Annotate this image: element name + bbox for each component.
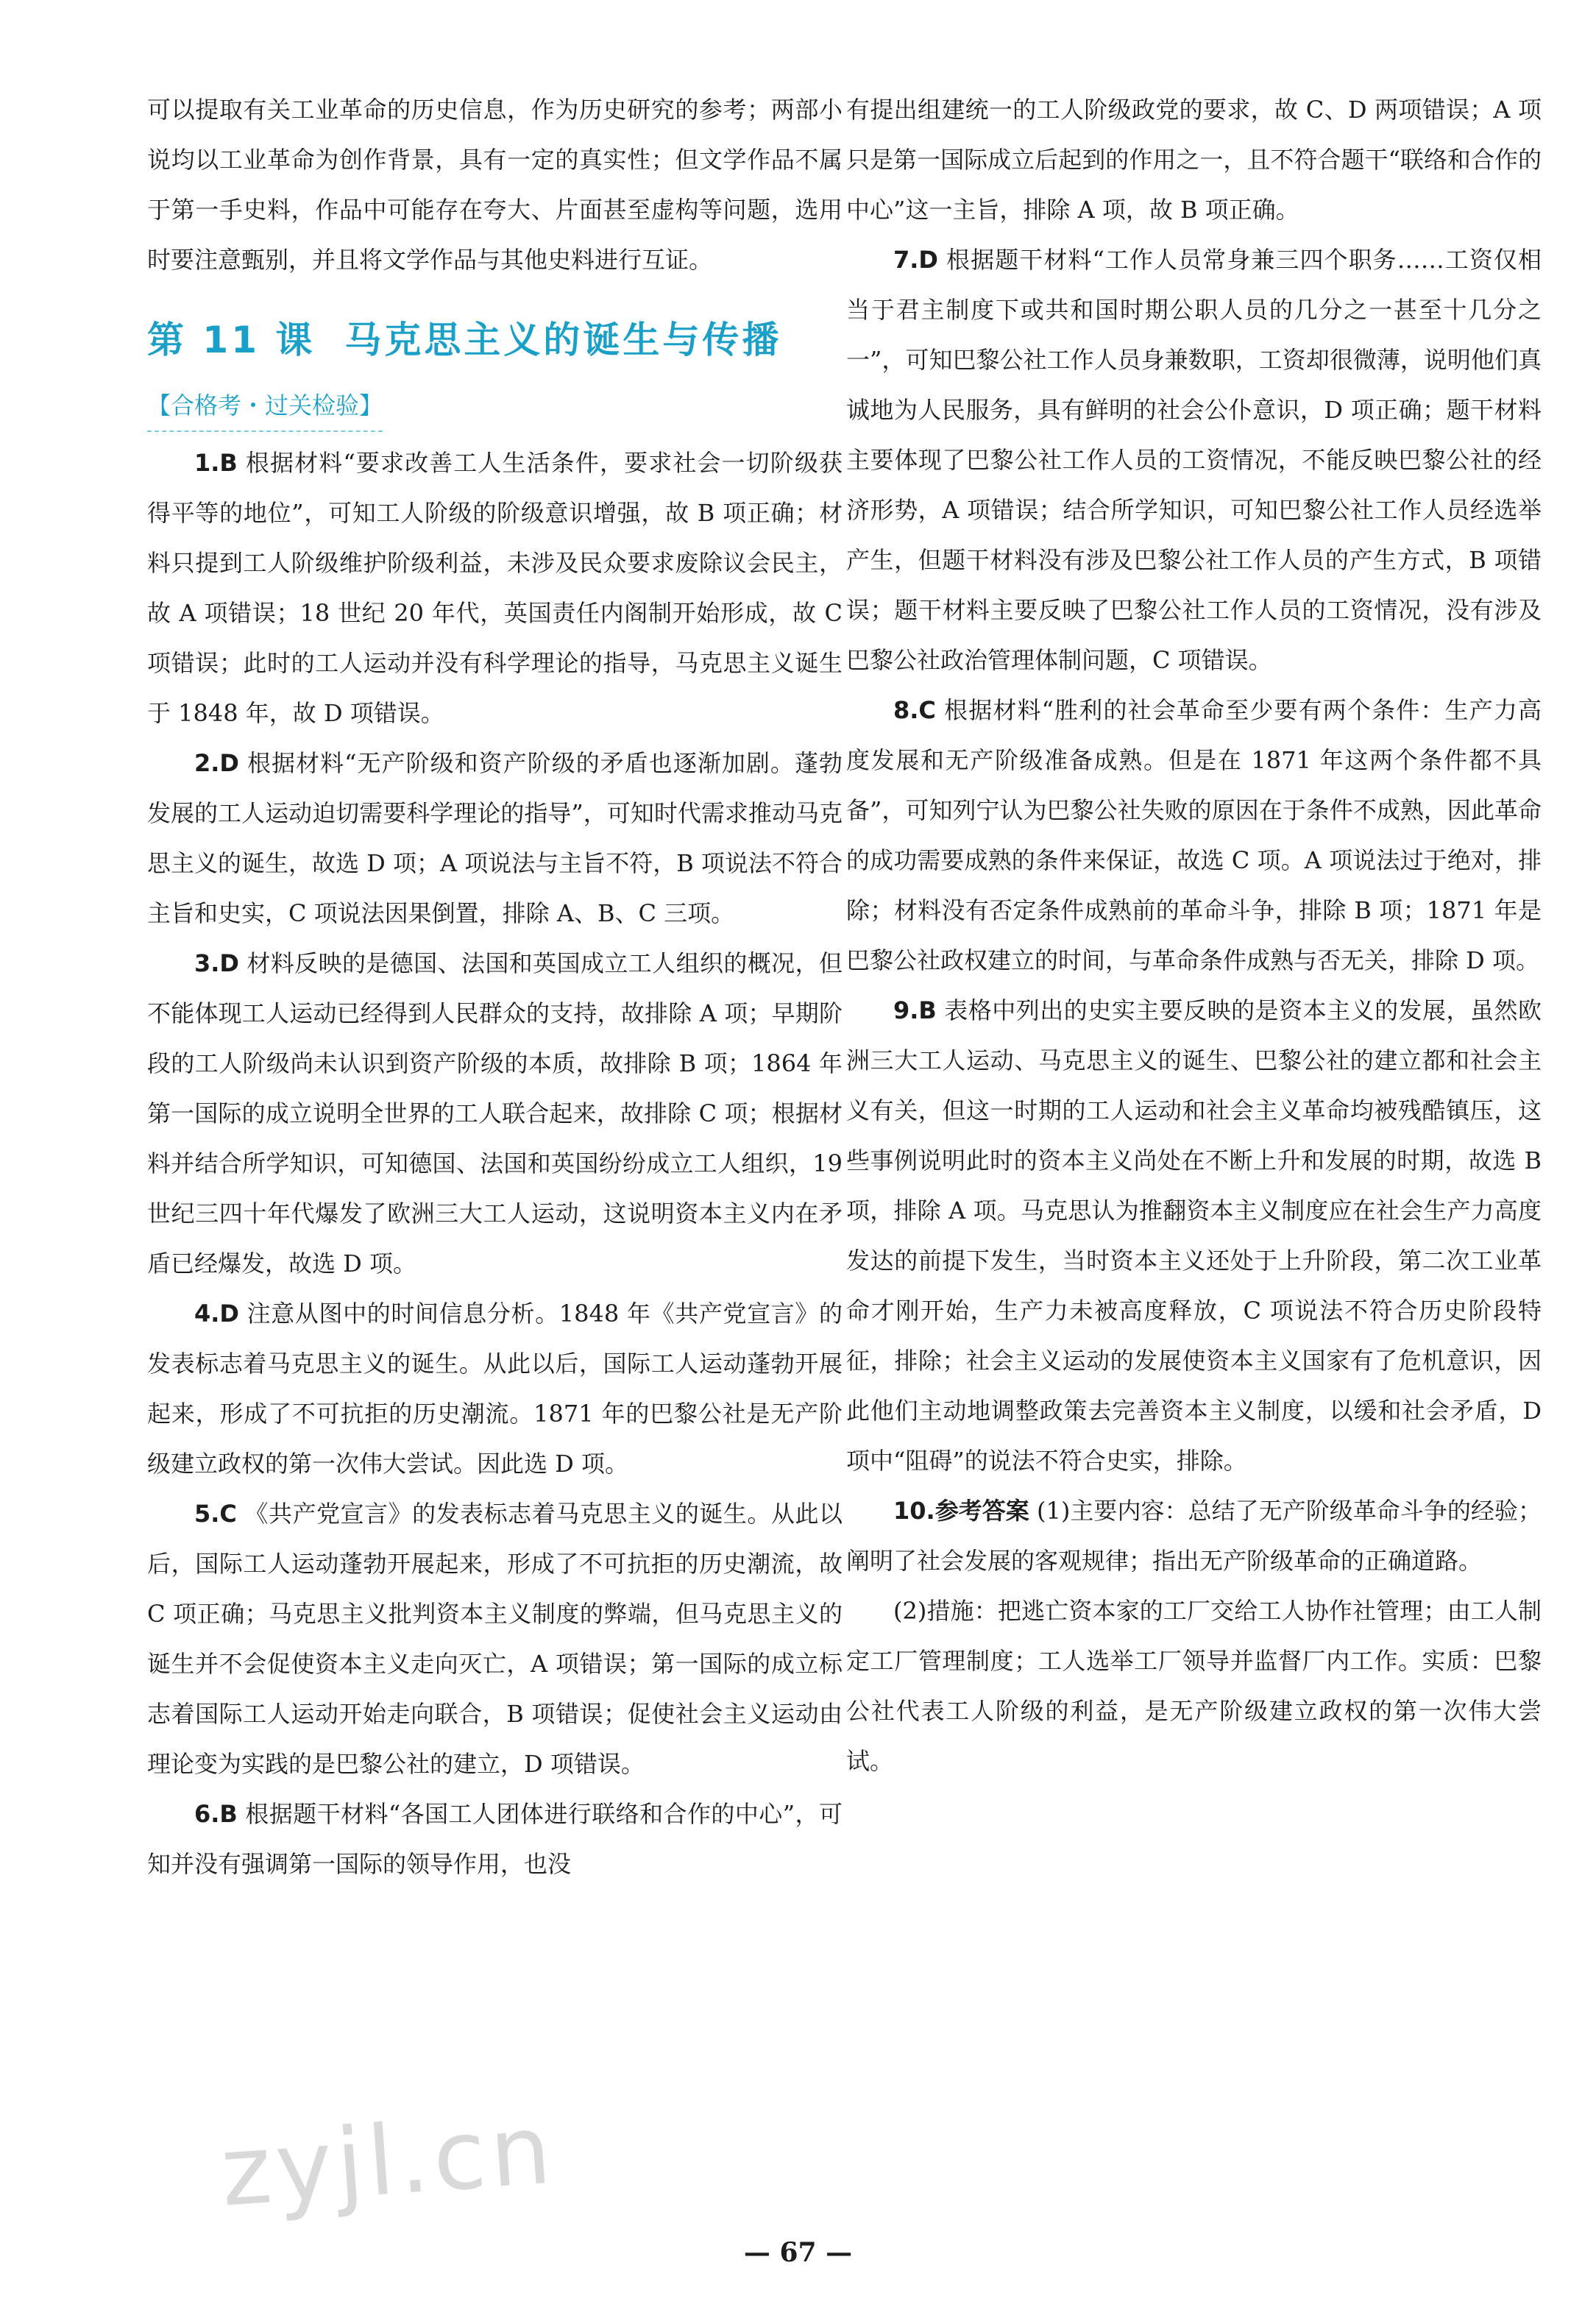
- item-answer: D: [918, 246, 938, 274]
- item-answer: D: [219, 949, 239, 977]
- item-number: 5.: [194, 1500, 220, 1528]
- item-explanation: 根据材料“无产阶级和资产阶级的矛盾也逐渐加剧。蓬勃发展的工人运动迫切需要科学理论的指导”，可知时代需求推动马克思主义的诞生，故选 D 项；A 项说法与主旨不符，B 项说法不符合主旨和史实，C 项说法因果倒置，排除 A、B、C 三项。: [147, 749, 843, 927]
- answer-item-2: [147, 738, 843, 938]
- intro-paragraph: 可以提取有关工业革命的历史信息，作为历史研究的参考；两部小说均以工业革命为创作背景，具有一定的真实性；但文学作品不属于第一手史料，作品中可能存在夸大、片面甚至虚构等问题，选用时要注意甄别，并且将文学作品与其他史料进行互证。: [147, 96, 843, 274]
- item-number: 8.: [893, 696, 919, 724]
- item-number: 2.: [194, 749, 220, 777]
- section-heading: 【合格考・过关检验】: [147, 380, 383, 432]
- item-number: 10.: [893, 1497, 935, 1525]
- answer-item-3: [147, 938, 843, 1289]
- lesson-title: [147, 307, 843, 373]
- item-answer: B: [219, 1800, 238, 1828]
- item-answer: B: [918, 996, 937, 1024]
- item-answer: B: [219, 449, 238, 477]
- item-number: 4.: [194, 1300, 220, 1328]
- lesson-name: 马克思主义的诞生与传播: [344, 319, 782, 361]
- page-number: — 67 —: [743, 2237, 853, 2268]
- answer-item-10: [846, 1486, 1542, 1586]
- answer-item-8: [846, 685, 1542, 985]
- item-number: 1.: [194, 449, 220, 477]
- item-explanation: 根据题干材料“工作人员常身兼三四个职务……工资仅相当于君主制度下或共和国时期公职人员的几分之一甚至十几分之一”，可知巴黎公社工作人员身兼数职，工资却很微薄，说明他们真诚地为人民服务，具有鲜明的社会公仆意识，D 项正确；题干材料主要体现了巴黎公社工作人员的工资情况，不能反映巴黎公社的经济形势，A 项错误；结合所学知识，可知巴黎公社工作人员经选举产生，但题干材料没有涉及巴黎公社工作人员的产生方式，B 项错误；题干材料主要反映了巴黎公社工作人员的工资情况，没有涉及巴黎公社政治管理体制问题，C 项错误。: [846, 246, 1542, 674]
- item-10-part-1: (1)主要内容：总结了无产阶级革命斗争的经验；阐明了社会发展的客观规律；指出无产阶级革命的正确道路。: [846, 1497, 1542, 1575]
- right-column: [846, 85, 1542, 1786]
- answer-item-9: [846, 985, 1542, 1486]
- item-explanation: 根据材料“要求改善工人生活条件，要求社会一切阶级获得平等的地位”，可知工人阶级的阶级意识增强，故 B 项正确；材料只提到工人阶级维护阶级利益，未涉及民众要求废除议会民主，故 A 项错误；18 世纪 20 年代，英国责任内阁制开始形成，故 C 项错误；此时的工人运动并没有科学理论的指导，马克思主义诞生于 1848 年，故 D 项错误。: [147, 449, 843, 727]
- item-explanation: 材料反映的是德国、法国和英国成立工人组织的概况，但不能体现工人运动已经得到人民群众的支持，故排除 A 项；早期阶段的工人阶级尚未认识到资产阶级的本质，故排除 B 项；1864 年第一国际的成立说明全世界的工人联合起来，故排除 C 项；根据材料并结合所学知识，可知德国、法国和英国纷纷成立工人组织，19 世纪三四十年代爆发了欧洲三大工人运动，这说明资本主义内在矛盾已经爆发，故选 D 项。: [147, 949, 843, 1277]
- site-watermark: zyjl.cn: [217, 2093, 559, 2228]
- answer-item-7: [846, 235, 1542, 685]
- answer-item-1: [147, 438, 843, 738]
- item-10-part-2: (2)措施：把逃亡资本家的工厂交给工人协作社管理；由工人制定工厂管理制度；工人选举工厂领导并监督厂内工作。实质：巴黎公社代表工人阶级的利益，是无产阶级建立政权的第一次伟大尝试。: [846, 1597, 1542, 1775]
- item-explanation: 《共产党宣言》的发表标志着马克思主义的诞生。从此以后，国际工人运动蓬勃开展起来，形成了不可抗拒的历史潮流，故 C 项正确；马克思主义批判资本主义制度的弊端，但马克思主义的诞生并不会促使资本主义走向灭亡，A 项错误；第一国际的成立标志着国际工人运动开始走向联合，B 项错误；促使社会主义运动由理论变为实践的是巴黎公社的建立，D 项错误。: [147, 1500, 843, 1778]
- answer-item-6: [147, 1789, 843, 1889]
- item-explanation: 根据题干材料“各国工人团体进行联络和合作的中心”，可知并没有强调第一国际的领导作用，也没: [147, 1800, 843, 1878]
- item-number: 9.: [893, 996, 919, 1024]
- answer-item-4: [147, 1289, 843, 1489]
- item-number: 7.: [893, 246, 919, 274]
- item-6-continuation: 有提出组建统一的工人阶级政党的要求，故 C、D 两项错误；A 项只是第一国际成立后起到的作用之一，且不符合题干“联络和合作的中心”这一主旨，排除 A 项，故 B 项正确。: [846, 96, 1542, 224]
- answer-item-5: [147, 1489, 843, 1789]
- reference-answer-label: 参考答案: [934, 1497, 1029, 1525]
- item-number: 6.: [194, 1800, 220, 1828]
- item-explanation: 表格中列出的史实主要反映的是资本主义的发展，虽然欧洲三大工人运动、马克思主义的诞生、巴黎公社的建立都和社会主义有关，但这一时期的工人运动和社会主义革命均被残酷镇压，这些事例说明此时的资本主义尚处在不断上升和发展的时期，故选 B 项，排除 A 项。马克思认为推翻资本主义制度应在社会生产力高度发达的前提下发生，当时资本主义还处于上升阶段，第二次工业革命才刚开始，生产力未被高度释放，C 项说法不符合历史阶段特征，排除；社会主义运动的发展使资本主义国家有了危机意识，因此他们主动地调整政策去完善资本主义制度，以缓和社会矛盾，D 项中“阻碍”的说法不符合史实，排除。: [846, 996, 1542, 1475]
- left-column: [147, 85, 843, 1889]
- item-explanation: 根据材料“胜利的社会革命至少要有两个条件：生产力高度发展和无产阶级准备成熟。但是在 1871 年这两个条件都不具备”，可知列宁认为巴黎公社失败的原因在于条件不成熟，因此革命的成功需要成熟的条件来保证，故选 C 项。A 项说法过于绝对，排除；材料没有否定条件成熟前的革命斗争，排除 B 项；1871 年是巴黎公社政权建立的时间，与革命条件成熟与否无关，排除 D 项。: [846, 696, 1542, 974]
- item-answer: D: [219, 749, 239, 777]
- lesson-number: 第 11 课: [147, 319, 316, 361]
- item-answer: C: [918, 696, 936, 724]
- item-10-part-2-paragraph: [846, 1586, 1542, 1786]
- item-explanation: 注意从图中的时间信息分析。1848 年《共产党宣言》的发表标志着马克思主义的诞生。从此以后，国际工人运动蓬勃开展起来，形成了不可抗拒的历史潮流。1871 年的巴黎公社是无产阶级建立政权的第一次伟大尝试。因此选 D 项。: [147, 1300, 843, 1478]
- item-answer: C: [219, 1500, 237, 1528]
- item-answer: D: [219, 1300, 239, 1328]
- item-number: 3.: [194, 949, 220, 977]
